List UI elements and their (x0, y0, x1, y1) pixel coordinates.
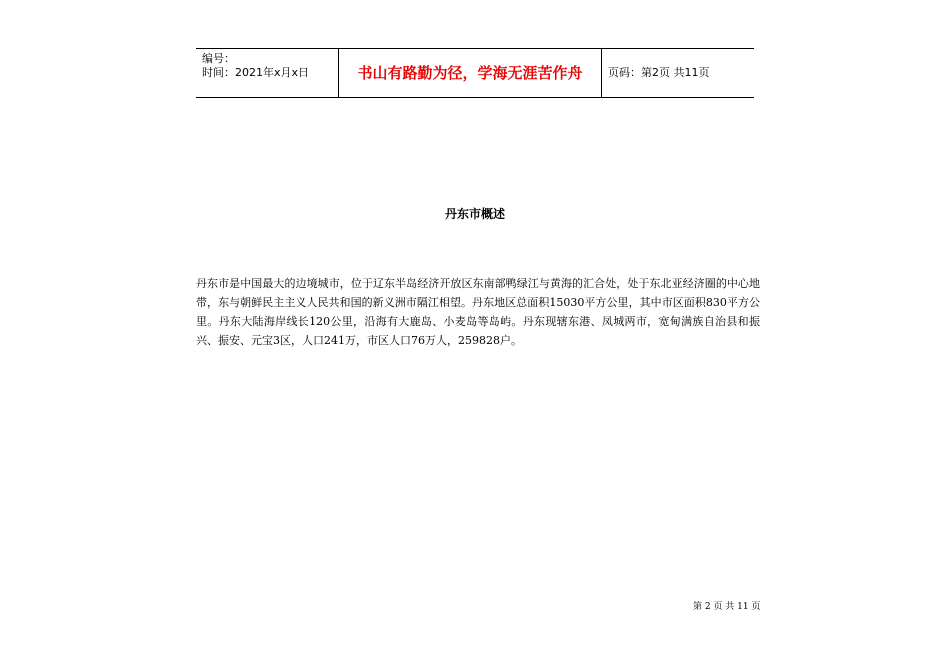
header-motto: 书山有路勤为径，学海无涯苦作舟 (357, 64, 583, 82)
page-header (196, 48, 754, 98)
header-motto-cell (338, 49, 602, 97)
header-page-code: 页码：第2页 共11页 (608, 66, 710, 79)
page-footer: 第 2 页 共 11 页 (693, 602, 761, 612)
body-paragraph: 丹东市是中国最大的边境城市，位于辽东半岛经济开放区东南部鸭绿江与黄海的汇合处，处于东北亚经济圈的中心地带，东与朝鲜民主主义人民共和国的新义洲市隔江相望。丹东地区总面积15030平方公里，其中市区面积830平方公里。丹东大陆海岸线长120公里，沿海有大鹿岛、小麦岛等岛屿。丹东现辖东港、凤城两市，宽甸满族自治县和振兴、振安、元宝3区，人口241万，市区人口76万人，259828户。 (196, 277, 760, 347)
document-number-label: 编号： (202, 52, 235, 65)
document-title: 丹东市概述 (444, 207, 505, 221)
document-time-label: 时间：2021年x月x日 (202, 66, 310, 79)
header-page-cell (602, 49, 754, 97)
header-info-cell (196, 49, 338, 97)
